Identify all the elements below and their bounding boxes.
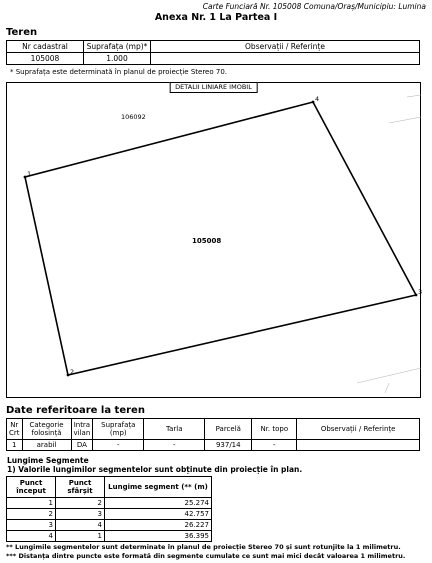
vertex-marker (312, 101, 315, 104)
col-nr-crt: Nr Crt (7, 419, 23, 440)
cell-parcela: 937/14 (205, 440, 252, 451)
col-punct-inceput: Punct început (7, 477, 56, 498)
vertex-marker (24, 176, 27, 179)
cell-categorie: arabil (22, 440, 71, 451)
footnote-distanta: *** Distanța dintre puncte este formată din segmente cumulate ce sunt mai mici decât valoarea 1 milimetru. (6, 552, 406, 560)
neighbor-boundary (357, 368, 421, 383)
cell-punct-inceput: 2 (7, 509, 56, 520)
table-row (7, 53, 420, 65)
vertex-label: 1 (27, 170, 32, 178)
cell-lungime: 42.757 (105, 509, 212, 520)
col-observatii: Observații / Referințe (297, 419, 420, 440)
plan-drawing (7, 83, 423, 397)
parcel-label: 105008 (192, 237, 222, 245)
cell-lungime: 36.395 (105, 531, 212, 542)
col-lungime: Lungime segment (** (m) (105, 477, 212, 498)
plan-imobil (6, 82, 421, 398)
annex-title: Anexa Nr. 1 La Partea I (154, 12, 278, 23)
cell-nr-crt: 1 (7, 440, 23, 451)
neighbor-boundary (407, 95, 421, 97)
cell-nr-cadastral: 105008 (7, 53, 84, 65)
cell-punct-sfarsit: 3 (56, 509, 105, 520)
table-row (7, 498, 212, 509)
vertex-label: 4 (315, 95, 320, 103)
cell-suprafata: - (93, 440, 144, 451)
cell-observatii (297, 440, 420, 451)
col-suprafata: Suprafața (mp) (93, 419, 144, 440)
cell-lungime: 25.274 (105, 498, 212, 509)
vertex-marker (415, 294, 418, 297)
table-row (7, 531, 212, 542)
table-row (7, 520, 212, 531)
col-punct-sfarsit: Punct sfârșit (56, 477, 105, 498)
col-nr-cadastral: Nr cadastral (7, 41, 84, 53)
teren-title: Teren (6, 27, 38, 38)
cell-intravilan: DA (71, 440, 93, 451)
ref-table (6, 418, 420, 451)
teren-note: * Suprafața este determinată în planul de proiecție Stereo 70. (10, 68, 228, 76)
col-suprafata: Suprafața (mp)* (84, 41, 151, 53)
neighbor-boundary (389, 117, 421, 123)
col-categorie: Categorie folosință (22, 419, 71, 440)
col-nr-topo: Nr. topo (252, 419, 297, 440)
cell-punct-inceput: 4 (7, 531, 56, 542)
col-tarla: Tarla (144, 419, 205, 440)
neighbor-boundary (385, 383, 389, 393)
col-observatii: Observații / Referințe (151, 41, 420, 53)
cell-punct-sfarsit: 4 (56, 520, 105, 531)
segments-table (6, 476, 212, 542)
col-intravilan: Intra vilan (71, 419, 93, 440)
footnote-segmente: ** Lungimile segmentelor sunt determinate în planul de proiecție Stereo 70 și sunt rotunjite la 1 milimetru. (6, 543, 401, 551)
table-row (7, 509, 212, 520)
segments-title: Lungime Segmente (7, 456, 89, 465)
cell-punct-sfarsit: 2 (56, 498, 105, 509)
plan-header: DETALII LINIARE IMOBIL (169, 82, 258, 93)
col-parcela: Parcelă (205, 419, 252, 440)
cell-suprafata: 1.000 (84, 53, 151, 65)
cell-observatii (151, 53, 420, 65)
vertex-marker (67, 374, 70, 377)
teren-table (6, 40, 420, 65)
cell-punct-sfarsit: 1 (56, 531, 105, 542)
cell-nr-topo: - (252, 440, 297, 451)
ref-title: Date referitoare la teren (6, 405, 145, 416)
cell-punct-inceput: 3 (7, 520, 56, 531)
table-row (7, 440, 420, 451)
cell-punct-inceput: 1 (7, 498, 56, 509)
carte-funciara-header: Carte Funciară Nr. 105008 Comuna/Oraș/Municipiu: Lumina (202, 2, 426, 11)
vertex-label: 2 (70, 368, 75, 376)
neighbor-label: 106092 (121, 113, 146, 121)
vertex-label: 3 (418, 288, 423, 296)
cell-tarla: - (144, 440, 205, 451)
segments-subtitle: 1) Valorile lungimilor segmentelor sunt obținute din proiecție în plan. (7, 465, 303, 474)
cell-lungime: 26.227 (105, 520, 212, 531)
